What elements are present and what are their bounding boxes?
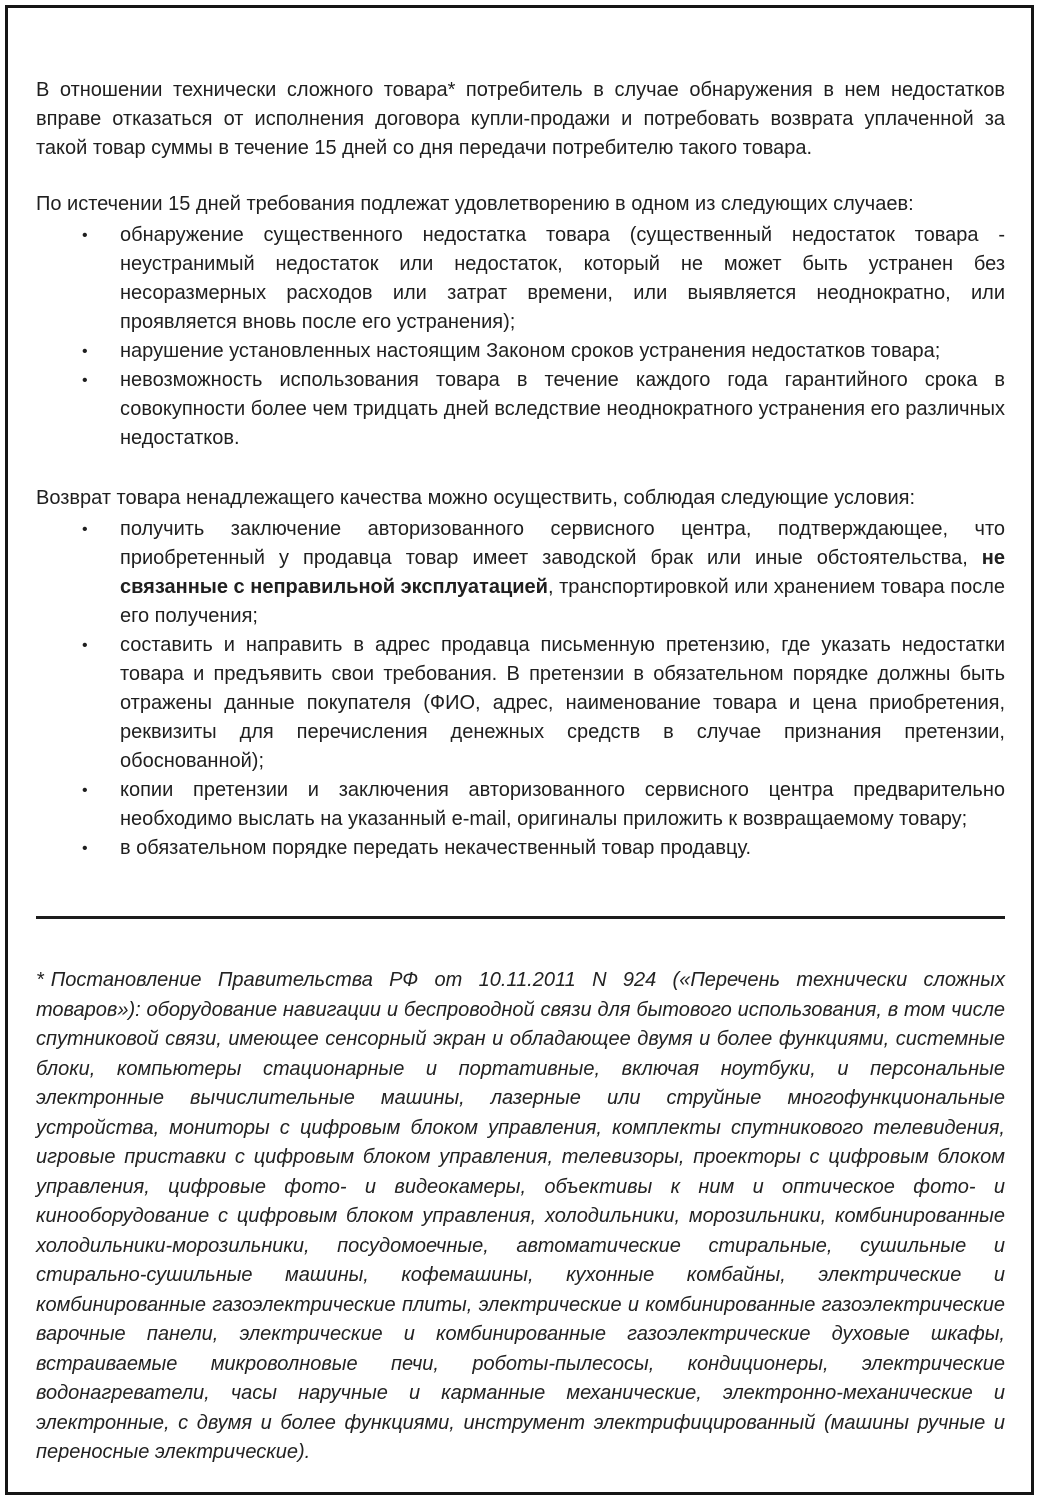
conditions-list — [36, 515, 1005, 863]
list-item — [36, 337, 1005, 366]
intro-paragraph: В отношении технически сложного товара* потребитель в случае обнаружения в нем недостатков вправе отказаться от исполнения договора купли-продажи и потребовать возврата уплаченной за такой товар суммы в течение 15 дней со дня передачи потребителю такого товара. — [36, 79, 1005, 159]
footnote-asterisk: * — [36, 969, 44, 991]
case-text: нарушение установленных настоящим Законом сроков устранения недостатков товара; — [120, 340, 941, 362]
conditions-section-heading: Возврат товара ненадлежащего качества можно осуществить, соблюдая следующие условия: — [36, 487, 916, 509]
bullet-icon: • — [82, 521, 88, 538]
condition-text-post: , транспортировкой или хранением товара после его получения; — [120, 576, 1005, 627]
list-item — [36, 221, 1005, 337]
condition-text: в обязательном порядке передать некачественный товар продавцу. — [120, 837, 752, 859]
bullet-icon: • — [82, 637, 88, 654]
cases-section-heading: По истечении 15 дней требования подлежат удовлетворению в одном из следующих случаев: — [36, 193, 914, 215]
footnote-paragraph — [36, 966, 1005, 1468]
bullet-icon: • — [82, 227, 88, 244]
cases-list — [36, 221, 1005, 453]
case-text: обнаружение существенного недостатка товара (существенный недостаток товара - неустранимый недостаток или недостаток, который не может быть устранен без несоразмерных расходов или затрат времени, или выявляется неоднократно, или проявляется вновь после его устранения); — [120, 224, 1005, 333]
list-item — [36, 834, 1005, 863]
condition-text-pre: получить заключение авторизованного сервисного центра, подтверждающее, что приобретенный у продавца товар имеет заводской брак или иные обстоятельства, — [120, 518, 1005, 569]
condition-text — [120, 515, 1005, 631]
condition-text: копии претензии и заключения авторизованного сервисного центра предварительно необходимо выслать на указанный e-mail, оригиналы приложить к возвращаемому товару; — [120, 779, 1005, 830]
footnote-source: Постановление Правительства РФ от 10.11.2011 N 924 («Перечень технически сложных товаров»): — [36, 969, 1005, 1021]
bullet-icon: • — [82, 840, 88, 857]
condition-text: составить и направить в адрес продавца письменную претензию, где указать недостатки товара и предъявить свои требования. В претензии в обязательном порядке должны быть отражены данные покупателя (ФИО, адрес, наименование товара и цена приобретения, реквизиты для перечисления денежных средств в случае признания претензии, обоснованной); — [120, 634, 1005, 772]
list-item — [36, 631, 1005, 776]
footnote-divider — [36, 916, 1005, 919]
bullet-icon: • — [82, 343, 88, 360]
case-text: невозможность использования товара в течение каждого года гарантийного срока в совокупности более чем тридцать дней вследствие неоднократного устранения его различных недостатков. — [120, 369, 1005, 449]
condition-text-bold: не связанные с неправильной эксплуатацией — [120, 547, 1005, 598]
bullet-icon: • — [82, 372, 88, 389]
list-item — [36, 515, 1005, 631]
list-item — [36, 366, 1005, 453]
bullet-icon: • — [82, 782, 88, 799]
list-item — [36, 776, 1005, 834]
footnote-goods-list: оборудование навигации и беспроводной связи для бытового использования, в том числе спутниковой связи, имеющее сенсорный экран и обладающее двумя и более функциями, системные блоки, компьютеры стационарные и портативные, включая ноутбуки, и персональные электронные вычислительные машины, лазерные или струйные многофункциональные устройства, мониторы с цифровым блоком управления, комплекты спутникового телевидения, игровые приставки с цифровым блоком управления, телевизоры, проекторы с цифровым блоком управления, цифровые фото- и видеокамеры, объективы к ним и оптическое фото- и кинооборудование с цифровым блоком управления, холодильники, морозильники, комбинированные холодильники-морозильники, посудомоечные, автоматические стиральные, сушильные и стирально-сушильные машины, кофемашины, кухонные комбайны, электрические и комбинированные газоэлектрические плиты, электрические и комбинированные газоэлектрические варочные панели, электрические и комбинированные газоэлектрические духовые шкафы, встраиваемые микроволновые печи, роботы-пылесосы, кондиционеры, электрические водонагреватели, часы наручные и карманные механические, электронно-механические и электронные, с двумя и более функциями, инструмент электрифицированный (машины ручные и переносные электрические). — [36, 998, 1005, 1463]
document-content — [36, 0, 1005, 1468]
